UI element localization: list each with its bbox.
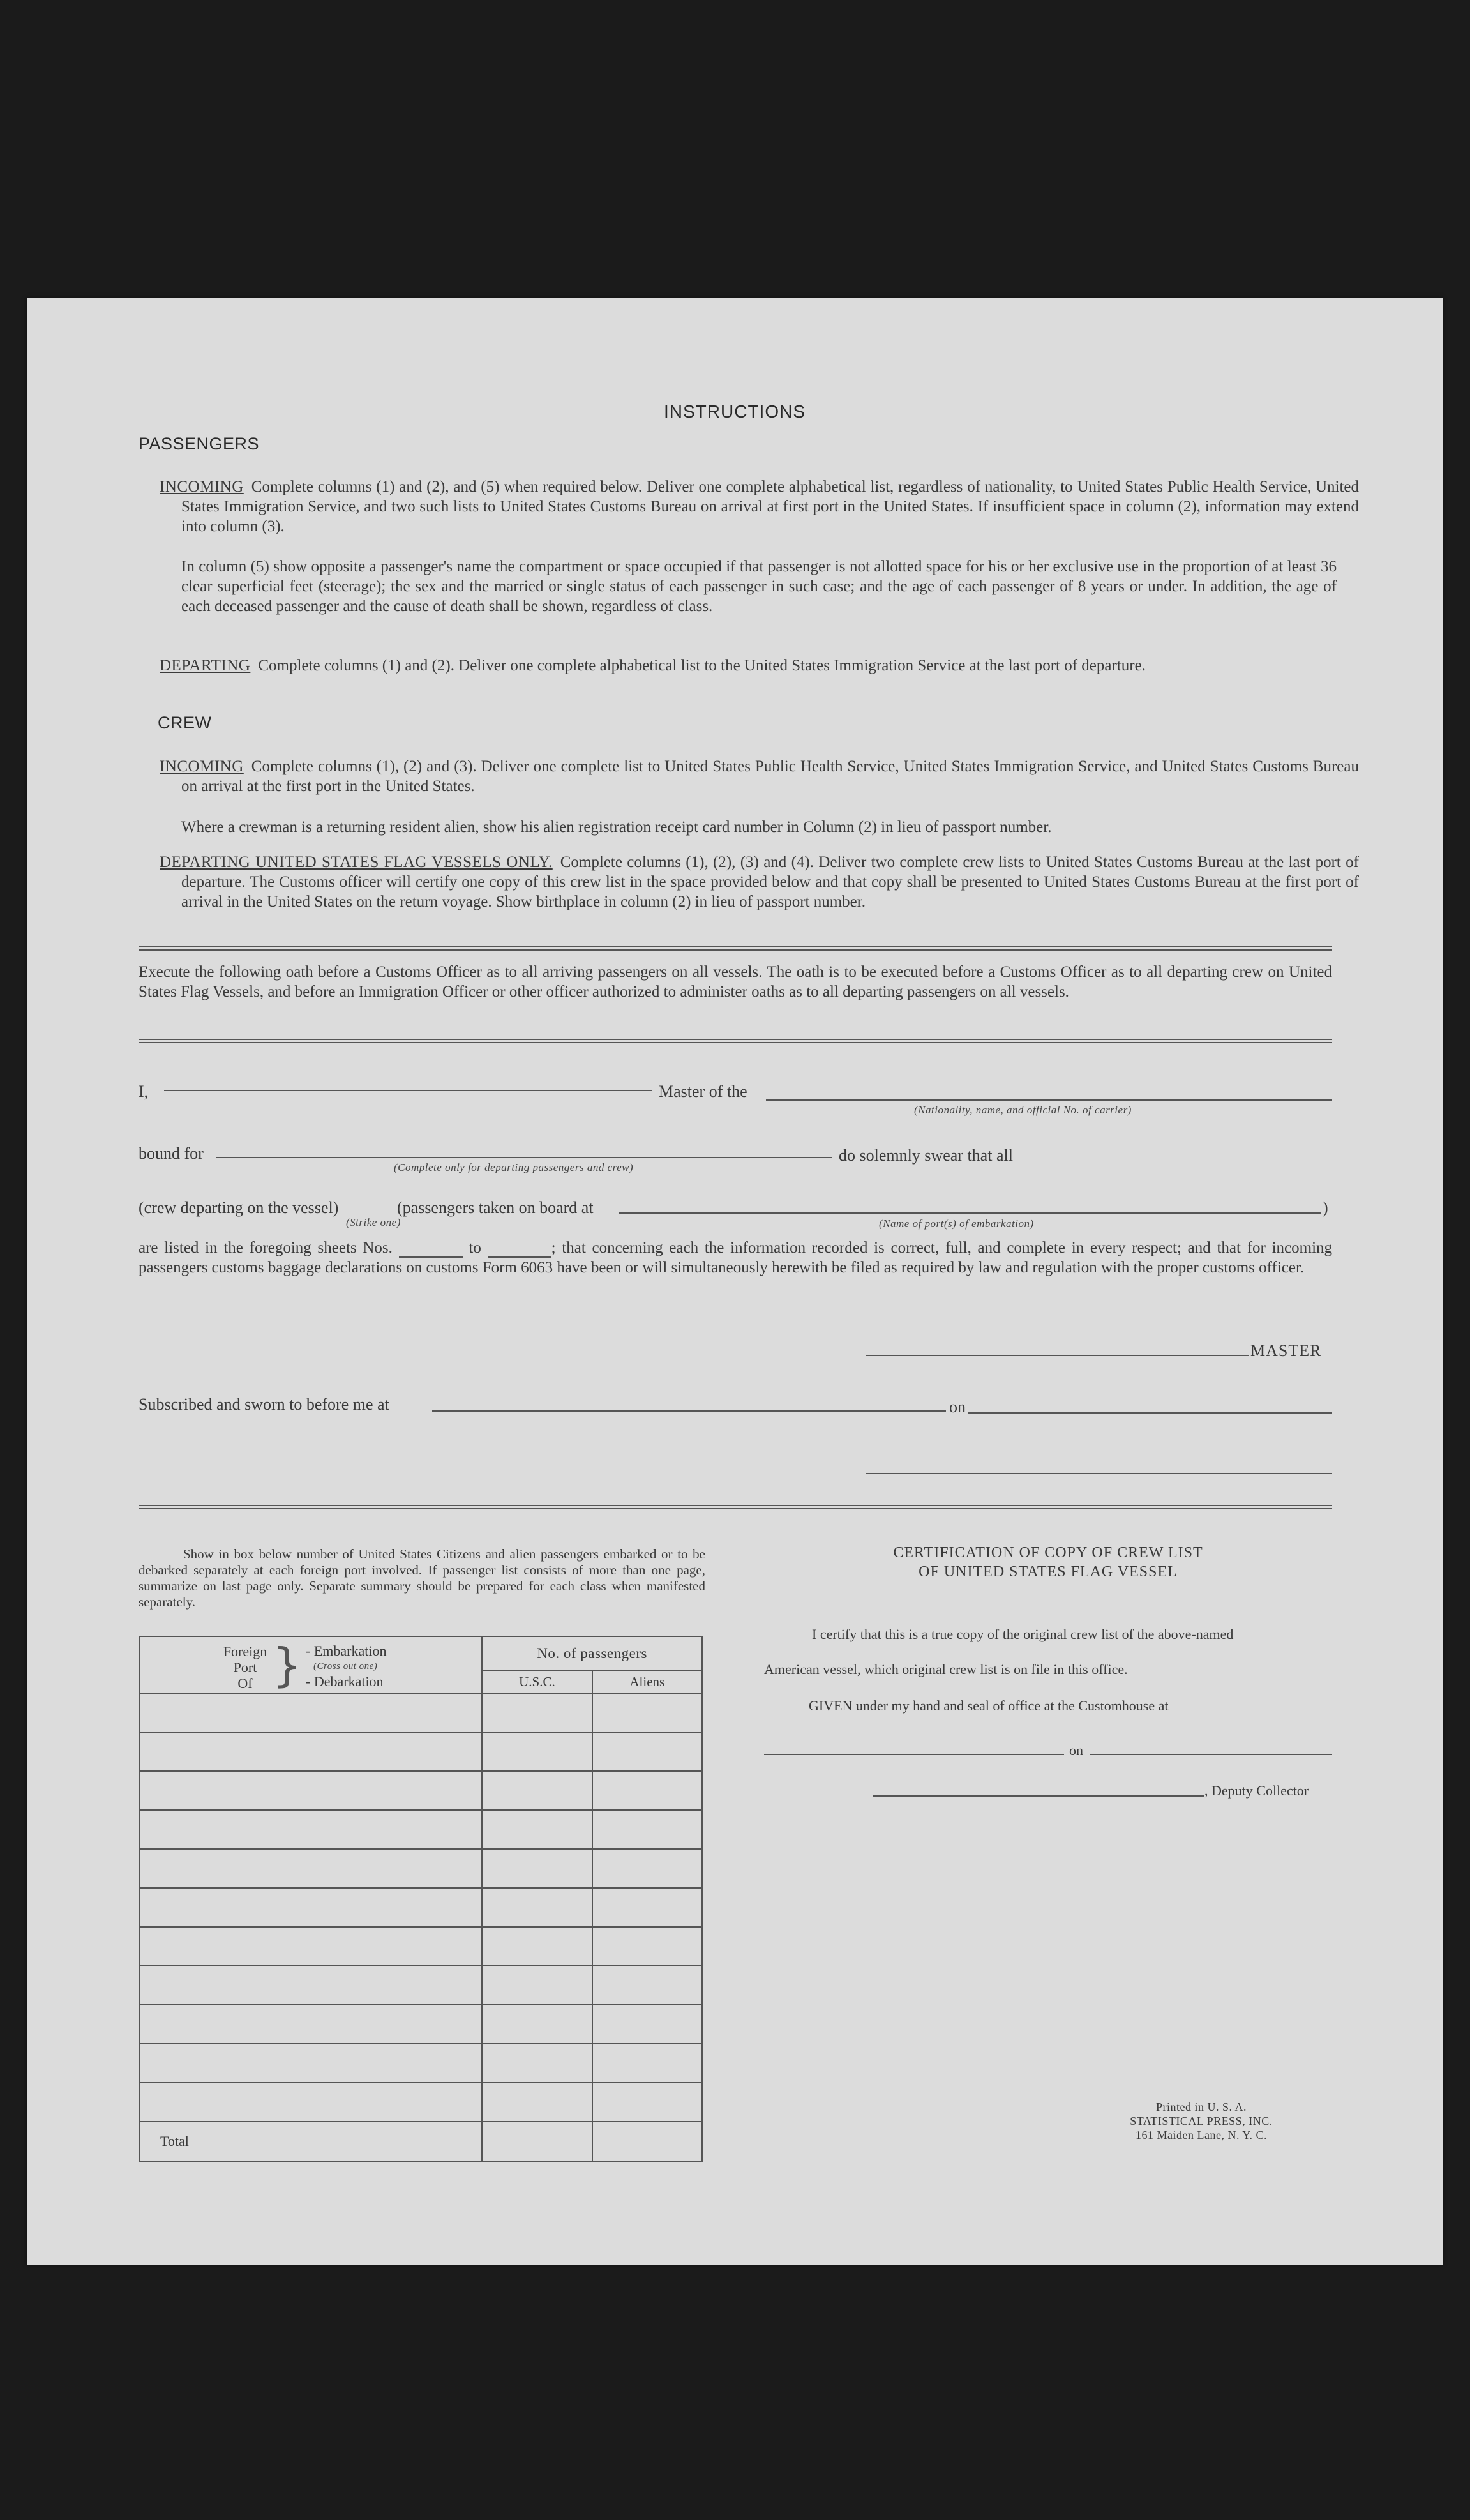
to-label: to	[469, 1239, 481, 1256]
passengers-column5-paragraph: In column (5) show opposite a passenger's name the compartment or space occupied if that passenger is not allotted space for his or her exclusive use in the proportion of at least 36 clear superficial feet (steerage); the sex and the married or single status of each passenger in such case; and the age of each passenger of 8 years or under. In addition, the age of each deceased passenger and the cause of death shall be shown, regardless of class.	[181, 558, 1337, 615]
nationality-caption: (Nationality, name, and official No. of carrier)	[914, 1104, 1132, 1116]
no-of-passengers-header: No. of passengers	[482, 1636, 702, 1671]
cross-out-caption: (Cross out one)	[313, 1661, 378, 1671]
passengers-departing-text: Complete columns (1) and (2). Deliver one complete alphabetical list to the United States Immigration Service at the last port of departure.	[258, 657, 1146, 674]
port-cell[interactable]	[139, 1966, 482, 2005]
form-page	[27, 298, 1443, 2265]
crew-departing-text: Complete columns (1), (2), (3) and (4). Deliver two complete crew lists to United States Customs Bureau at the last port of departure. The Customs officer will certify one copy of this crew list in the space provided below and that copy shall be presented to United States Customs Bureau at the first port of arrival in the United States on the return voyage. Show birthplace in column (2) in lieu of passport number.	[181, 854, 1359, 910]
total-aliens-cell[interactable]	[592, 2122, 702, 2161]
summary-row	[139, 1732, 702, 1771]
aliens-cell[interactable]	[592, 1771, 702, 1810]
summary-row	[139, 1966, 702, 2005]
passengers-incoming-text: Complete columns (1) and (2), and (5) when required below. Deliver one complete alphabetical list, regardless of nationality, to United States Public Health Service, United States Immigration Service, and two such lists to United States Customs Bureau on arrival at first port in the United States. If insufficient space in column (2), information may extend into column (3).	[181, 478, 1359, 535]
port-caption: (Name of port(s) of embarkation)	[879, 1218, 1034, 1230]
aliens-cell[interactable]	[592, 2005, 702, 2044]
brace-icon: }	[273, 1638, 302, 1692]
summary-row	[139, 1927, 702, 1966]
aliens-cell[interactable]	[592, 2044, 702, 2083]
oath-statement-rest: ; that concerning each the information recorded is correct, full, and complete in every respect; and that for incoming passengers customs baggage declarations on customs Form 6063 have been or will simultaneously herewith be filed as required by law and regulation with the proper customs officer.	[139, 1239, 1333, 1276]
bound-for-field[interactable]	[216, 1157, 832, 1158]
usc-cell[interactable]	[482, 2005, 592, 2044]
total-label: Total	[139, 2122, 482, 2161]
total-usc-cell[interactable]	[482, 2122, 592, 2161]
divider-3	[139, 1505, 1332, 1509]
oath-statement	[139, 1238, 1332, 1278]
given-line: GIVEN under my hand and seal of office at the Customhouse at	[809, 1698, 1169, 1714]
crew-resident-paragraph: Where a crewman is a returning resident alien, show his alien registration receipt card number in Column (2) in lieu of passport number.	[181, 819, 1052, 836]
crew-incoming-text: Complete columns (1), (2) and (3). Deliver one complete list to United States Public Health Service, United States Immigration Service, and United States Customs Bureau on arrival at the first port in the United States.	[181, 758, 1359, 795]
swear-label: do solemnly swear that all	[839, 1146, 1013, 1165]
printer-line3: 161 Maiden Lane, N. Y. C.	[1136, 2129, 1267, 2141]
crew-heading: CREW	[158, 713, 212, 732]
usc-cell[interactable]	[482, 1849, 592, 1888]
port-cell[interactable]	[139, 1732, 482, 1771]
foreign-port-of-label	[216, 1643, 274, 1691]
aliens-header: Aliens	[592, 1671, 702, 1693]
summary-row	[139, 2083, 702, 2122]
sheet-from-field[interactable]	[399, 1256, 463, 1258]
certify-line2: American vessel, which original crew list is on file in this office.	[764, 1661, 1128, 1677]
usc-cell[interactable]	[482, 1693, 592, 1732]
oath-i-label: I,	[139, 1082, 149, 1101]
sworn-place-field[interactable]	[432, 1410, 946, 1412]
aliens-cell[interactable]	[592, 1927, 702, 1966]
certification-date-field[interactable]	[1090, 1754, 1332, 1755]
port-label: Port	[233, 1659, 257, 1675]
crew-departing-option[interactable]: (crew departing on the vessel)	[139, 1198, 339, 1217]
aliens-cell[interactable]	[592, 1693, 702, 1732]
master-signature-field[interactable]	[866, 1355, 1249, 1356]
crew-departing-paragraph	[160, 852, 1359, 912]
close-paren: )	[1323, 1198, 1328, 1217]
master-of-the-label: Master of the	[659, 1082, 747, 1101]
embark-debark-labels	[306, 1643, 386, 1689]
port-cell[interactable]	[139, 1810, 482, 1849]
port-cell[interactable]	[139, 1693, 482, 1732]
summary-row	[139, 1849, 702, 1888]
printer-line1: Printed in U. S. A.	[1155, 2101, 1247, 2113]
passengers-incoming-paragraph	[160, 477, 1359, 536]
divider-2	[139, 1039, 1332, 1043]
master-name-field[interactable]	[164, 1090, 652, 1091]
master-label: MASTER	[1250, 1341, 1322, 1360]
port-cell[interactable]	[139, 1888, 482, 1927]
complete-caption: (Complete only for departing passengers and crew)	[394, 1161, 634, 1173]
summary-row	[139, 1810, 702, 1849]
certification-title-line2: OF UNITED STATES FLAG VESSEL	[919, 1564, 1178, 1580]
passengers-incoming-lead: INCOMING	[160, 478, 244, 495]
summary-note: Show in box below number of United States Citizens and alien passengers embarked or to be debarked separately at each foreign port involved. If passenger list consists of more than one page, summarize on last page only. Separate summary should be prepared for each class when manifested separately.	[139, 1546, 705, 1610]
aliens-cell[interactable]	[592, 1810, 702, 1849]
deputy-signature-field[interactable]	[873, 1795, 1204, 1797]
strike-caption: (Strike one)	[346, 1216, 401, 1228]
passenger-summary-table	[139, 1636, 703, 2162]
usc-header: U.S.C.	[482, 1671, 592, 1693]
usc-cell[interactable]	[482, 1771, 592, 1810]
subscribed-label: Subscribed and sworn to before me at	[139, 1395, 389, 1414]
aliens-cell[interactable]	[592, 1966, 702, 2005]
sworn-date-field[interactable]	[968, 1412, 1332, 1414]
summary-row	[139, 1771, 702, 1810]
port-cell[interactable]	[139, 1927, 482, 1966]
passengers-taken-option[interactable]: (passengers taken on board at	[397, 1198, 594, 1217]
aliens-cell[interactable]	[592, 2083, 702, 2122]
oath-instructions: Execute the following oath before a Customs Officer as to all arriving passengers on all vessels. The oath is to be executed before a Customs Officer as to all departing crew on United States Flag Vessels, and before an Immigration Officer or other officer authorized to administer oaths as to all departing passengers on all vessels.	[139, 963, 1332, 1000]
divider-1	[139, 946, 1332, 951]
sworn-on-label: on	[949, 1398, 966, 1416]
port-header-cell	[139, 1636, 482, 1693]
summary-row	[139, 2005, 702, 2044]
officer-signature-field[interactable]	[866, 1473, 1332, 1474]
certification-title	[764, 1543, 1332, 1581]
port-cell[interactable]	[139, 1771, 482, 1810]
bound-for-label: bound for	[139, 1144, 204, 1163]
crew-departing-lead: DEPARTING UNITED STATES FLAG VESSELS ONLY.	[160, 854, 553, 871]
embarkation-port-field[interactable]	[619, 1212, 1321, 1214]
usc-cell[interactable]	[482, 2083, 592, 2122]
passengers-heading: PASSENGERS	[139, 434, 260, 453]
summary-row	[139, 1693, 702, 1732]
certify-line1: I certify that this is a true copy of the original crew list of the above-named	[812, 1626, 1234, 1642]
usc-cell[interactable]	[482, 1927, 592, 1966]
crew-incoming-paragraph	[160, 757, 1359, 796]
port-cell[interactable]	[139, 2044, 482, 2083]
summary-row	[139, 2044, 702, 2083]
certification-on-label: on	[1069, 1742, 1083, 1758]
sheet-to-field[interactable]	[488, 1256, 551, 1258]
usc-cell[interactable]	[482, 1810, 592, 1849]
carrier-field[interactable]	[766, 1099, 1332, 1101]
summary-row	[139, 1888, 702, 1927]
usc-cell[interactable]	[482, 1888, 592, 1927]
certification-title-line1: CERTIFICATION OF COPY OF CREW LIST	[893, 1544, 1203, 1561]
of-label: Of	[237, 1675, 253, 1691]
crew-incoming-lead: INCOMING	[160, 758, 244, 775]
aliens-cell[interactable]	[592, 1888, 702, 1927]
debarkation-option[interactable]: - Debarkation	[306, 1673, 384, 1689]
usc-cell[interactable]	[482, 1732, 592, 1771]
printer-line2: STATISTICAL PRESS, INC.	[1130, 2115, 1273, 2127]
port-cell[interactable]	[139, 1849, 482, 1888]
usc-cell[interactable]	[482, 2044, 592, 2083]
instructions-title: INSTRUCTIONS	[664, 402, 806, 421]
passengers-departing-paragraph	[160, 656, 1359, 675]
embarkation-option[interactable]: - Embarkation	[306, 1643, 387, 1659]
port-cell[interactable]	[139, 2005, 482, 2044]
printer-note	[1106, 2100, 1297, 2142]
usc-cell[interactable]	[482, 1966, 592, 2005]
port-cell[interactable]	[139, 2083, 482, 2122]
passengers-departing-lead: DEPARTING	[160, 657, 251, 674]
aliens-cell[interactable]	[592, 1732, 702, 1771]
deputy-collector-label: , Deputy Collector	[1204, 1783, 1309, 1799]
foreign-label: Foreign	[223, 1643, 267, 1659]
summary-rows	[139, 1693, 702, 2122]
aliens-cell[interactable]	[592, 1849, 702, 1888]
listed-in-label: are listed in the foregoing sheets Nos.	[139, 1239, 393, 1256]
customhouse-field[interactable]	[764, 1754, 1064, 1755]
